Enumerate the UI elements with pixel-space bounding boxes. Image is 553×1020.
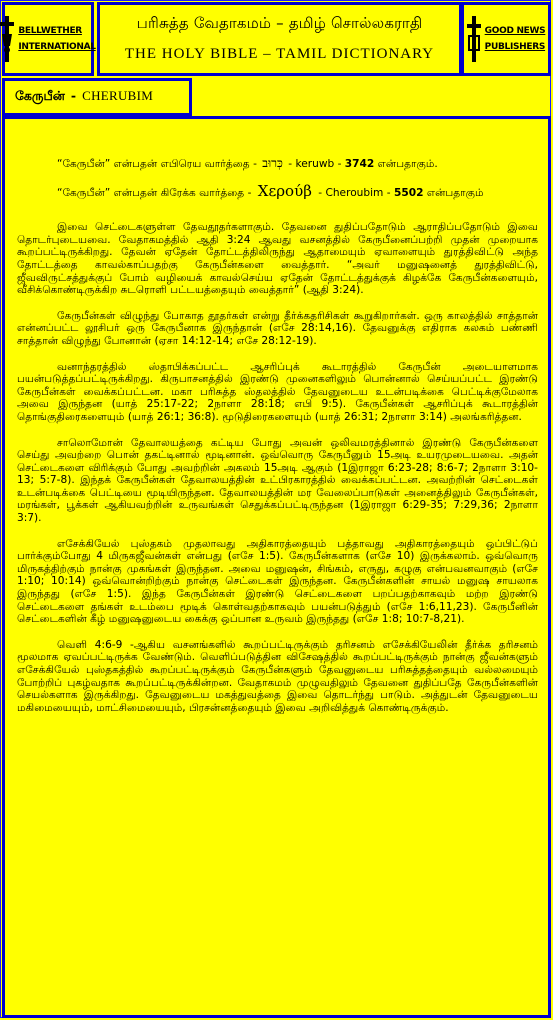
entry-heading-separator: - — [70, 88, 77, 103]
entry-heading-tamil: கேருபீன் — [15, 88, 65, 103]
bellwether-icon — [0, 16, 14, 62]
greek-word: Χερούβ — [257, 181, 312, 200]
hebrew-outro: என்பதாகும். — [377, 158, 438, 170]
good-news-logo-text — [485, 22, 546, 56]
greek-intro: “கேருபீன்” என்பதன் கிரேக்க வார்த்தை - — [57, 186, 252, 199]
good-news-logo-line2: PUBLISHERS — [484, 42, 546, 52]
paragraph-solomon-temple: சாலொமோன் தேவாலயத்தை கட்டிய போது அவன் ஒலிவமரத்தினால் இரண்டு கேருபீன்களை செய்து அவற்றை பொன் தகட்டினால் மூடினான். ஒவ்வொரு கேருபீனும் 15அடி உயரமுடையவை. அதன் செட்டைகளை விரிக்கும் போது அவற்றின் அகலம் 15அடி ஆகும் (1இராஜா 6:23-28; 8:6-7; 2நாளா 3:10-13; 5:7-8). இந்தக் கேருபீன்கள் தேவாலயத்தின் உட்பிரகாரத்தில் வைக்கப்பட்டன. அவற்றின் செட்டைகள் உடன்படிக்கை பெட்டியை மூடியிருந்தன. தேவாலயத்தின் மர வேலைப்பாடுகள் அனைத்திலும் கேருபீன்கள், மரங்கள், பூக்கள் ஆகியவற்றின் உருவங்கள் செதுக்கப்பட்டிருந்தன (1இராஜா 6:29-35; 7:29,36; 2நாளா 3:7). — [17, 436, 538, 525]
good-news-icon — [467, 16, 481, 62]
hebrew-intro: “கேருபீன்” என்பதன் எபிரெய வார்த்தை - — [57, 158, 257, 170]
greek-transliteration: - Cheroubim - — [318, 186, 391, 199]
title-tamil: பரிசுத்த வேதாகமம் – தமிழ் சொல்லகராதி — [136, 14, 423, 32]
header-title-box — [97, 2, 462, 76]
paragraph-unfallen-angels: கேருபீன்கள் விழுந்து போகாத தூதர்கள் என்று தீர்க்கதரிசிகள் கூறுகிறார்கள். ஒரு காலத்தில் சாத்தான் என்னப்பட்ட லூசிபர் ஒரு கேருபீனாக இருந்தான் (எசே 28:14,16). தேவனுக்கு எதிராக கலகம் பண்ணி சாத்தான் விழுந்து போனான் (ஏசா 14:12-14; எசே 28:12-19). — [17, 309, 538, 347]
strongs-number-greek: 5502 — [393, 186, 424, 199]
hebrew-transliteration: - keruwb - — [288, 158, 342, 170]
entry-heading-english: CHERUBIM — [82, 88, 154, 103]
paragraph-ezekiel: எசேக்கியேல் புஸ்தகம் முதலாவது அதிகாரத்தையும் பத்தாவது அதிகாரத்தையும் ஒப்பிட்டுப் பார்க்கும்போது 4 மிருகஜீவன்கள் என்பது (எசே 1:5). கேருபீன்களாக (எசே 10) இருக்கலாம். ஒவ்வொரு மிருகத்திற்கும் நான்கு முகங்கள் இருந்தன. அவை மனுஷன், சிங்கம், எருது, கழுகு என்பவனவாகும் (எசே 1:10; 10:14) ஒவ்வொன்றிற்கும் நான்கு செட்டைகள் இருந்தன. கேருபீன்களின் சாயல் மனுஷ சாயலாக இருந்தது (எசே 1:5). இந்த கேருபீன்கள் இரண்டு செட்டைகளை பறப்பதற்காகவும் மற்ற இரண்டு செட்டைகளை தங்கள் உடம்பை மூடிக் கொள்வதற்காகவும் பயன்படுத்தும் (எசே 1:6,11,23). கேருபீனின் செட்டைகளின் கீழ் மனுஷனுடைய கைக்கு ஒப்பான உருவம் இருந்தது (எசே 1:8; 10:7-8,21). — [17, 537, 538, 626]
paragraph-greek-word — [17, 181, 538, 200]
entry-heading — [2, 78, 192, 116]
paragraph-revelation: வெளி 4:6-9 -ஆகிய வசனங்களில் கூறப்பட்டிருக்கும் தரிசனம் எசேக்கியேலின் தீர்க்க தரிசனம் மூலமாக ஏவப்பட்டிருக்க வேண்டும். வெளிப்படுத்தின விசேஷத்தில் கூறப்பட்டிருக்கும் நான்கு ஜீவன்களும் எசேக்கியேல் புஸ்தகத்தில் கூறப்பட்டிருக்கும் கேருபீன்களும் தேவனுடைய பரிசுத்தத்தையும் வல்லமையும் போற்றிப் புகழ்வதாக கூறப்பட்டிருக்கின்றன. வேதாகமம் முழுவதிலும் தேவனை துதிப்பதே கேருபீன்களின் செயல்களாக இருக்கிறது. தேவனுடைய மகத்துவத்தை இவை தொடர்ந்து பாடும். அத்துடன் தேவனுடைய மகிமையையும், மாட்சிமையையும், பிரசன்னத்தையும் இவை அறிவித்துக் கொண்டிருக்கும். — [17, 638, 538, 714]
paragraph-angels-intro: இவை செட்டைகளுள்ள தேவதூதர்களாகும். தேவனை துதிப்பதோடும் ஆராதிப்பதோடும் இவை தொடர்புடையவை. வேதாகமத்தில் ஆதி 3:24 ஆவது வசனத்தில் கேருபீனைப்பற்றி முதன் முறையாக கூறப்பட்டிருக்கிறது. தேவன் ஏதேன் தோட்டத்திலிருந்து ஆதாமையும் ஏவாளையும் துரத்திவிட்டு அந்த தோட்டத்தை காவல்காப்பதற்கு கேருபீன்களை வைத்தார். “அவர் மனுஷனைத் துரத்திவிட்டு, ஜீவவிருட்சத்துக்குப் போம் வழியைக் காவல்செய்ய ஏதேன் தோட்டத்துக்குக் கிழக்கே கேருபீன்களையும், வீசிக்கொண்டிருக்கிற சுடரொளி பட்டயத்தையும் வைத்தார்” (ஆதி 3:24). — [17, 221, 538, 297]
bellwether-logo — [2, 2, 94, 76]
bellwether-logo-line2: INTERNATIONAL — [18, 42, 96, 52]
title-english: THE HOLY BIBLE – TAMIL DICTIONARY — [124, 46, 435, 62]
bellwether-logo-text — [18, 22, 95, 56]
paragraph-hebrew-word — [17, 157, 538, 171]
good-news-logo-line1: GOOD NEWS — [484, 26, 546, 36]
entry-content — [2, 116, 551, 1018]
bellwether-logo-line1: BELLWETHER — [18, 26, 82, 36]
greek-outro: என்பதாகும் — [426, 186, 484, 199]
strongs-number-hebrew: 3742 — [344, 158, 375, 170]
good-news-logo — [461, 2, 551, 76]
hebrew-word: כְּרוּב — [262, 156, 283, 170]
paragraph-tabernacle: வனாந்தரத்தில் ஸ்தாபிக்கப்பட்ட ஆசரிப்புக் கூடாரத்தில் கேருபீன் அடையாளமாக பயன்படுத்தப்பட்டிருக்கிறது. கிருபாசனத்தில் இரண்டு முனைகளிலும் பொன்னால் செய்யப்பட்ட இரண்டு கேருபீன்கள் வைக்கப்பட்டன. மகா பரிசுத்த ஸ்தலத்தில் தேவனுடைய உடன்படிக்கை பெட்டிக்குமேலாக அவை இருந்தன (யாத் 25:17-22; 2நாளா 28:18; எபி 9:5). கேருபீன்கள் ஆசரிப்புக் கூடாரத்தின் தொங்குதிரைகளையும் (யாத் 26:1; 36:8). மூடுதிரைகளையும் (யாத் 26:31; 2நாளா 3:14) அலங்கரித்தன. — [17, 360, 538, 423]
